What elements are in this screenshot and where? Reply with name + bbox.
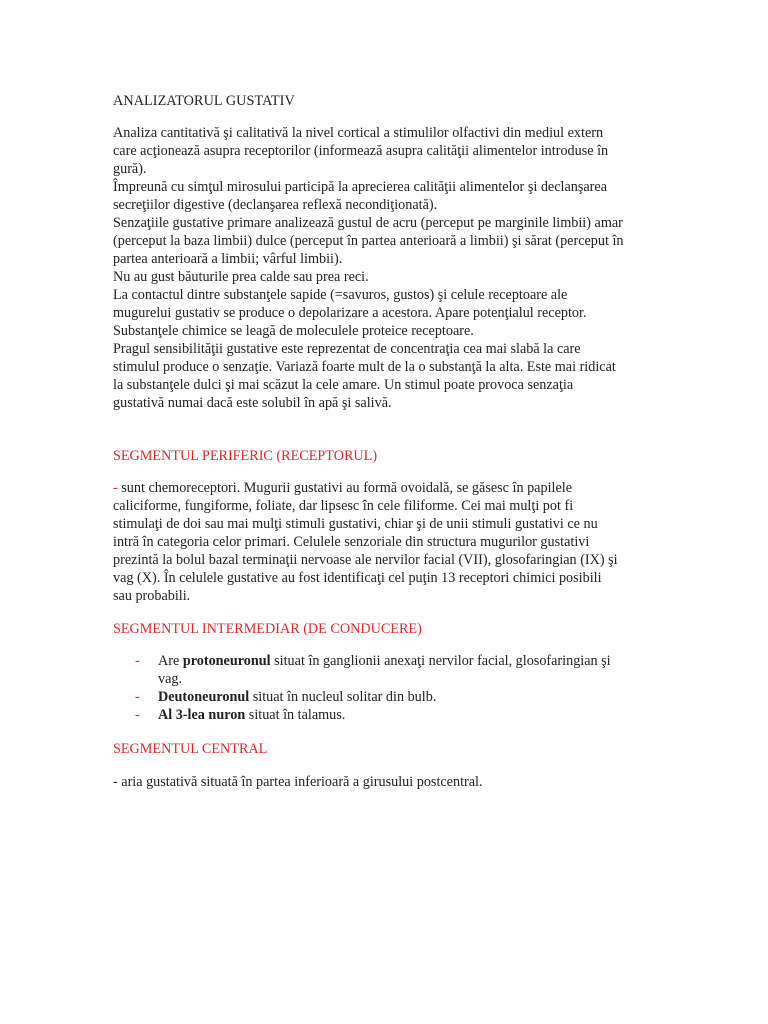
item-text: Are — [158, 653, 183, 669]
intro-line: la substanţele dulci şi mai scăzut la cele amare. Un stimul poate provoca senzaţia — [113, 377, 574, 393]
list-item — [113, 688, 653, 706]
list-item — [113, 706, 653, 724]
heading-segment-intermediar: SEGMENTUL INTERMEDIAR (DE CONDUCERE) — [113, 621, 422, 637]
intro-line: Împreună cu simţul mirosului participă la aprecierea calităţii alimentelor şi declanşarea — [113, 179, 607, 195]
periferic-line: sau probabili. — [113, 588, 191, 604]
central-paragraph — [113, 773, 653, 791]
periferic-line: prezintă la bolul bazal terminaţii nervoase ale nervilor facial (VII), glosofaringian (IX) şi — [113, 552, 618, 568]
item-text: situat în talamus. — [245, 707, 346, 723]
intro-line: care acţionează asupra receptorilor (informează asupra calităţii alimentelor introduse în — [113, 143, 609, 159]
document-page — [113, 92, 653, 791]
intermediar-list — [113, 652, 653, 724]
item-text: situat în nucleul solitar din bulb. — [249, 689, 437, 705]
intro-line: partea anterioară a limbii; vârful limbii). — [113, 251, 343, 267]
intro-line: gustativă numai dacă este solubil în apă şi salivă. — [113, 395, 392, 411]
item-bold-term: Deutoneuronul — [158, 689, 250, 705]
periferic-line: vag (X). În celulele gustative au fost identificaţi cel puţin 13 receptori chimici posibili — [113, 570, 602, 586]
periferic-line: intră în categoria celor primari. Celulele senzoriale din structura mugurilor gustativi — [113, 534, 590, 550]
item-text: vag. — [158, 671, 183, 687]
intro-line: mugurelui gustativ se produce o depolarizare a acestora. Apare potenţialul receptor. — [113, 305, 587, 321]
central-text: - aria gustativă situată în partea inferioară a girusului postcentral. — [113, 774, 483, 790]
intro-line: secreţiilor digestive (declanşarea reflexă necondiţionată). — [113, 197, 438, 213]
item-bold-term: protoneuronul — [182, 653, 271, 669]
heading-segment-periferic: SEGMENTUL PERIFERIC (RECEPTORUL) — [113, 448, 378, 464]
periferic-paragraph — [113, 479, 653, 605]
periferic-line: sunt chemoreceptori. Mugurii gustativi au formă ovoidală, se găsesc în papilele — [121, 480, 572, 496]
intro-line: Analiza cantitativă şi calitativă la nivel cortical a stimulilor olfactivi din mediul extern — [113, 125, 604, 141]
item-bold-term: Al 3-lea nuron — [158, 707, 246, 723]
intro-line: La contactul dintre substanţele sapide (=savuros, gustos) şi celule receptoare ale — [113, 287, 568, 303]
bullet-dash: - — [135, 653, 140, 669]
intro-line: Senzaţiile gustative primare analizează gustul de acru (perceput pe marginile limbii) amar — [113, 215, 623, 231]
bullet-dash: - — [135, 707, 140, 723]
heading-segment-central: SEGMENTUL CENTRAL — [113, 741, 268, 757]
intro-line: Pragul sensibilităţii gustative este reprezentat de concentraţia cea mai slabă la care — [113, 341, 581, 357]
list-item — [113, 652, 653, 688]
intro-line: Substanţele chimice se leagă de moleculele proteice receptoare. — [113, 323, 474, 339]
periferic-dash: - — [113, 480, 122, 496]
intro-line: Nu au gust băuturile prea calde sau prea reci. — [113, 269, 369, 285]
intro-line: (perceput la baza limbii) dulce (perceput în partea anterioară a limbii) şi sărat (perceput în — [113, 233, 624, 249]
intro-paragraph — [113, 124, 653, 412]
periferic-line: stimulaţi de doi sau mai mulţi stimuli gustativi, chiar şi de unii stimuli gustativi ce nu — [113, 516, 598, 532]
intro-line: stimulul produce o senzaţie. Variază foarte mult de la o substanţă la alta. Este mai ridicat — [113, 359, 616, 375]
item-text: situat în ganglionii anexaţi nervilor facial, glosofaringian şi — [270, 653, 611, 669]
periferic-line: caliciforme, fungiforme, foliate, dar lipsesc în cele filiforme. Cei mai mulţi pot fi — [113, 498, 574, 514]
document-title: ANALIZATORUL GUSTATIV — [113, 93, 295, 109]
bullet-dash: - — [135, 689, 140, 705]
intro-line: gură). — [113, 161, 147, 177]
